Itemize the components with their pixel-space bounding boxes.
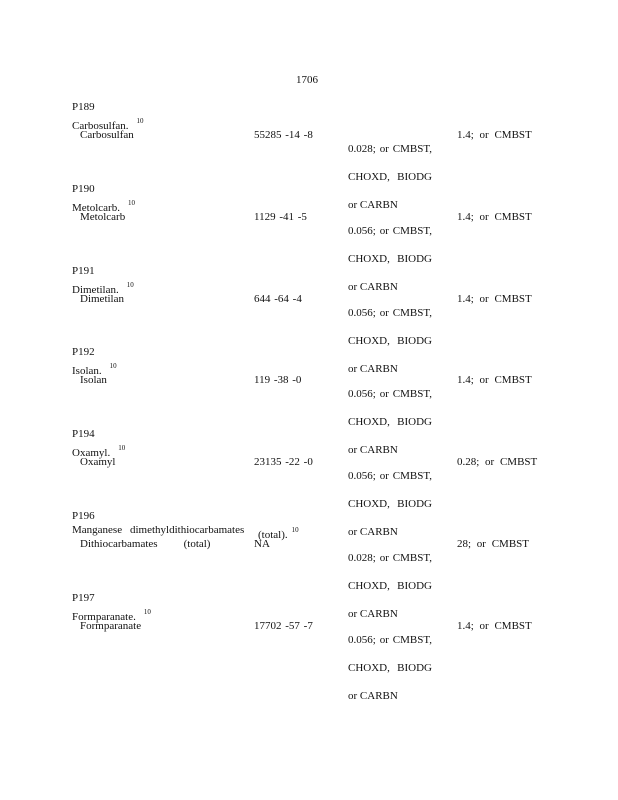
wastewater-line-3: or CARBN (348, 281, 398, 293)
wastewater-line-3: or CARBN (348, 608, 398, 620)
waste-name-text: Carbosulfan. (72, 120, 129, 132)
wastewater-line-1: 0.056; or CMBST, (348, 388, 432, 400)
wastewater-standard (348, 619, 432, 717)
cas-number: 55285 -14 -8 (254, 129, 313, 141)
nonwastewater-standard: 1.4; or CMBST (457, 374, 532, 386)
waste-code: P190 (72, 183, 95, 195)
wastewater-line-3: or CARBN (348, 444, 398, 456)
nonwastewater-standard: 1.4; or CMBST (457, 129, 532, 141)
cas-number: 1129 -41 -5 (254, 211, 307, 223)
wastewater-line-1: 0.028; or CMBST, (348, 552, 432, 564)
waste-name-text: Oxamyl. (72, 447, 111, 459)
nonwastewater-standard: 1.4; or CMBST (457, 620, 532, 632)
cas-number: 17702 -57 -7 (254, 620, 313, 632)
waste-name-word-2: dimethyldithiocarbamates (130, 524, 245, 536)
constituent-name: Formparanate (80, 620, 142, 632)
cas-number: NA (254, 538, 270, 550)
wastewater-line-2: CHOXD, BIODG (348, 171, 432, 183)
footnote-ref: 10 (291, 526, 299, 534)
wastewater-line-3: or CARBN (348, 526, 398, 538)
waste-name-text: Isolan. (72, 365, 102, 377)
footnote-ref: 10 (126, 281, 134, 289)
waste-name-text: Metolcarb. (72, 202, 120, 214)
wastewater-line-3: or CARBN (348, 690, 398, 702)
wastewater-line-2: CHOXD, BIODG (348, 662, 432, 674)
wastewater-line-2: CHOXD, BIODG (348, 335, 432, 347)
cas-number: 23135 -22 -0 (254, 456, 313, 468)
wastewater-line-1: 0.056; or CMBST, (348, 634, 432, 646)
footnote-ref: 10 (109, 362, 117, 370)
wastewater-line-2: CHOXD, BIODG (348, 416, 432, 428)
cas-number: 644 -64 -4 (254, 293, 302, 305)
waste-name-text: Formparanate. (72, 611, 136, 623)
waste-code: P191 (72, 265, 95, 277)
footnote-ref: 10 (127, 199, 135, 207)
constituent-name: Dimetilan (80, 293, 124, 305)
nonwastewater-standard: 1.4; or CMBST (457, 293, 532, 305)
nonwastewater-standard: 28; or CMBST (457, 538, 530, 550)
waste-name-word-3-text: (total). (258, 529, 288, 541)
constituent-word-1: Dithiocarbamates (80, 538, 158, 550)
constituent-name: Metolcarb (80, 211, 126, 223)
wastewater-line-2: CHOXD, BIODG (348, 580, 432, 592)
waste-code: P197 (72, 592, 95, 604)
wastewater-line-3: or CARBN (348, 199, 398, 211)
constituent-name (80, 537, 210, 551)
constituent-word-2: (total) (183, 538, 211, 550)
waste-code: P189 (72, 101, 95, 113)
nonwastewater-standard: 0.28; or CMBST (457, 456, 538, 468)
waste-code: P196 (72, 510, 95, 522)
constituent-name: Carbosulfan (80, 129, 134, 141)
wastewater-line-1: 0.028; or CMBST, (348, 143, 432, 155)
footnote-ref: 10 (143, 608, 151, 616)
wastewater-line-2: CHOXD, BIODG (348, 498, 432, 510)
footnote-ref: 10 (136, 117, 144, 125)
waste-code: P192 (72, 346, 95, 358)
waste-name-word-1: Manganese (72, 524, 123, 536)
wastewater-line-1: 0.056; or CMBST, (348, 225, 432, 237)
wastewater-line-2: CHOXD, BIODG (348, 253, 432, 265)
waste-name-text: Dimetilan. (72, 284, 119, 296)
constituent-name: Oxamyl (80, 456, 116, 468)
wastewater-line-1: 0.056; or CMBST, (348, 470, 432, 482)
wastewater-line-3: or CARBN (348, 363, 398, 375)
waste-code: P194 (72, 428, 95, 440)
wastewater-line-1: 0.056; or CMBST, (348, 307, 432, 319)
footnote-ref: 10 (118, 444, 126, 452)
cas-number: 119 -38 -0 (254, 374, 302, 386)
page-number: 1706 (296, 74, 318, 86)
constituent-name: Isolan (80, 374, 107, 386)
nonwastewater-standard: 1.4; or CMBST (457, 211, 532, 223)
